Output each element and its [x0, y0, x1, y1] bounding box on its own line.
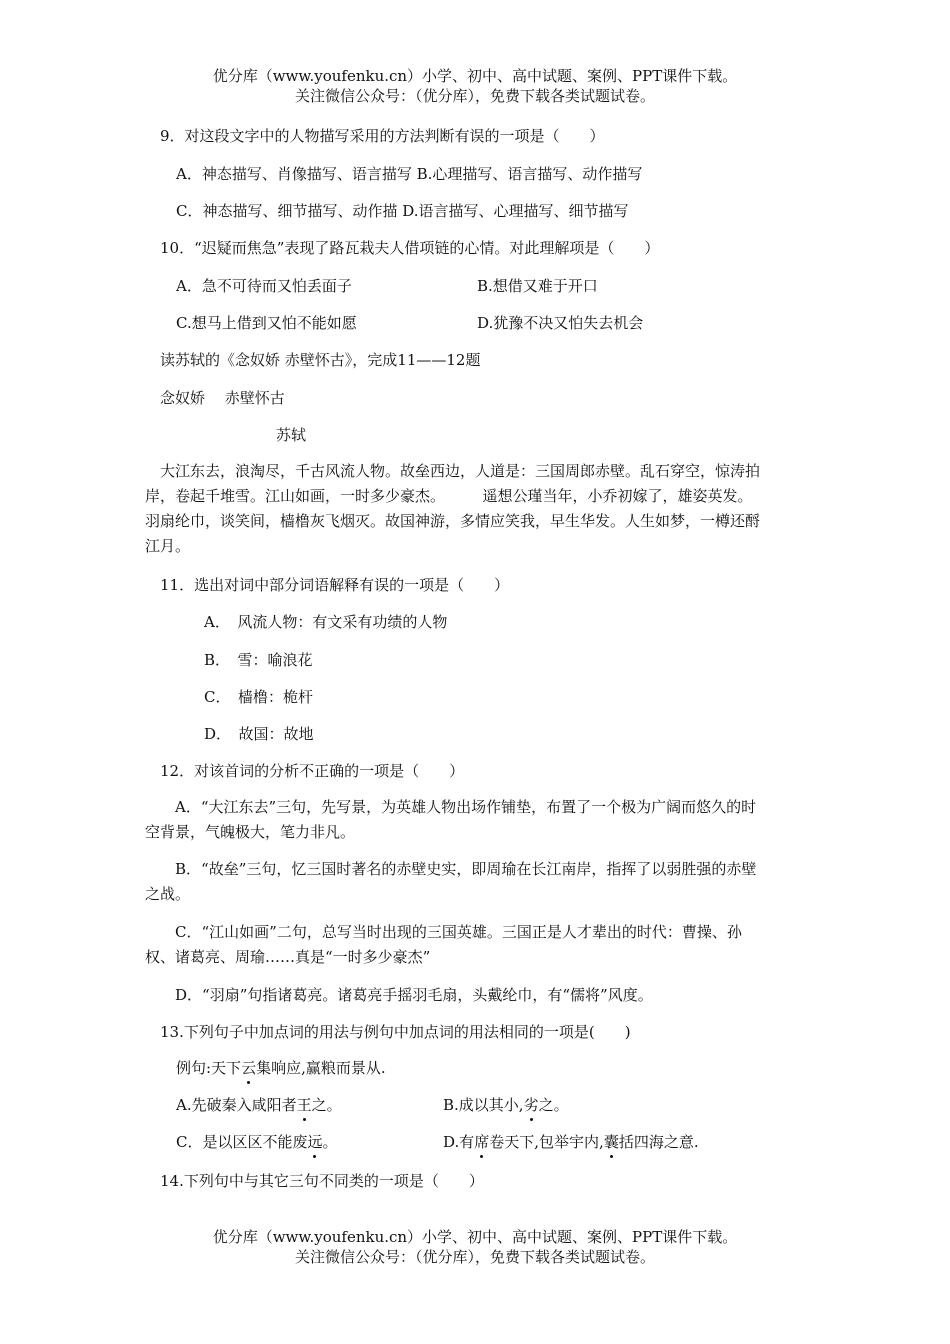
q13-option-d-mid: 卷天下,包举宇内, [489, 1133, 604, 1151]
q10-option-b: B.想借又难于开口 [477, 277, 598, 295]
q9-options-ab: A．神态描写、肖像描写、语言描写 B.心理描写、语言描写、动作描写 [176, 165, 643, 183]
q13-example-post: 集响应,赢粮而景从. [256, 1059, 386, 1077]
q13-option-a [176, 1094, 342, 1116]
q13-option-c-post: 。 [322, 1133, 338, 1151]
q13-option-b-post: 之。 [538, 1096, 569, 1114]
header-line-2: 关注微信公众号：（优分库），免费下载各类试题试卷。 [294, 87, 655, 105]
q13-option-c-pre: C．是以区区不能废 [176, 1133, 308, 1151]
q13-example [176, 1057, 386, 1079]
poem-author: 苏轼 [276, 426, 307, 444]
q13-option-d-dotted-word-2: 囊 [603, 1133, 619, 1151]
q13-example-dotted-word: 云 [241, 1059, 257, 1077]
q13-example-pre: 例句:天下 [176, 1059, 242, 1077]
q13-option-c [176, 1131, 338, 1153]
q13-option-a-dotted-word: 王 [296, 1096, 312, 1114]
q13-option-d [443, 1131, 699, 1153]
q13-option-b [443, 1094, 569, 1116]
q12-option-c: C．“江山如画”二句，总写当时出现的三国英雄。三国正是人才辈出的时代：曹操、孙权、诸葛亮、周瑜……真是“一时多少豪杰” [145, 923, 742, 966]
q10-stem: 10．“迟疑而焦急”表现了路瓦栽夫人借项链的心情。对此理解项是（ ） [160, 239, 660, 257]
q10-option-a: A．急不可待而又怕丢面子 [176, 277, 352, 295]
q9-options-cd: C．神态描写、细节描写、动作描 D.语言描写、心理描写、细节描写 [176, 202, 629, 220]
q11-option-b: B． 雪：喻浪花 [204, 651, 313, 669]
q13-stem: 13.下列句子中加点词的用法与例句中加点词的用法相同的一项是( ) [160, 1023, 631, 1041]
poem-text: 大江东去，浪淘尽，千古风流人物。故垒西边，人道是：三国周郎赤壁。乱石穿空，惊涛拍岸，卷起千堆雪。江山如画，一时多少豪杰。 遥想公瑾当年，小乔初嫁了，雄姿英发。羽扇纶巾，谈笑间，樯橹灰飞烟灭。故国神游，多情应笑我，早生华发。人生如梦，一樽还酹江月。 [145, 462, 761, 555]
q11-option-a: A． 风流人物：有文采有功绩的人物 [204, 613, 448, 631]
q11-stem: 11．选出对词中部分词语解释有误的一项是（ ） [160, 576, 510, 594]
poem-title: 念奴娇 赤壁怀古 [160, 389, 285, 407]
q12-option-a: A．“大江东去”三句，先写景，为英雄人物出场作铺垫，布置了一个极为广阔而悠久的时空背景，气魄极大，笔力非凡。 [145, 798, 757, 841]
q13-option-d-pre: D.有 [443, 1133, 475, 1151]
q13-option-b-pre: B.成以其小, [443, 1096, 524, 1114]
footer-line-2: 关注微信公众号：（优分库），免费下载各类试题试卷。 [294, 1248, 655, 1266]
poem-intro: 读苏轼的《念奴娇 赤壁怀古》，完成11——12题 [160, 351, 481, 369]
q11-option-c: C． 樯橹：桅杆 [204, 688, 313, 706]
q13-option-d-dotted-word: 席 [474, 1133, 490, 1151]
header-line-1: 优分库（www.youfenku.cn）小学、初中、高中试题、案例、PPT课件下载。 [212, 67, 738, 85]
q10-option-c: C.想马上借到又怕不能如愿 [176, 314, 357, 332]
q9-stem: 9．对这段文字中的人物描写采用的方法判断有误的一项是（ ） [160, 127, 605, 145]
q10-option-d: D.犹豫不决又怕失去机会 [477, 314, 644, 332]
footer-line-1: 优分库（www.youfenku.cn）小学、初中、高中试题、案例、PPT课件下载。 [212, 1228, 738, 1246]
q14-stem: 14.下列句中与其它三句不同类的一项是（ ） [160, 1172, 484, 1190]
q12-option-b: B．“故垒”三句，忆三国时著名的赤壁史实，即周瑜在长江南岸，指挥了以弱胜强的赤壁之战。 [145, 860, 757, 903]
q12-stem: 12．对该首词的分析不正确的一项是（ ） [160, 762, 465, 780]
q12-option-d: D．“羽扇”句指诸葛亮。诸葛亮手摇羽毛扇，头戴纶巾，有“儒将”风度。 [175, 986, 653, 1004]
q13-option-c-dotted-word: 远 [307, 1133, 323, 1151]
q13-option-d-post: 括四海之意. [618, 1133, 699, 1151]
q13-option-a-pre: A.先破秦入咸阳者 [176, 1096, 297, 1114]
q13-option-a-post: 之。 [311, 1096, 342, 1114]
q13-option-b-dotted-word: 劣 [523, 1096, 539, 1114]
q11-option-d: D． 故国：故地 [204, 725, 314, 743]
